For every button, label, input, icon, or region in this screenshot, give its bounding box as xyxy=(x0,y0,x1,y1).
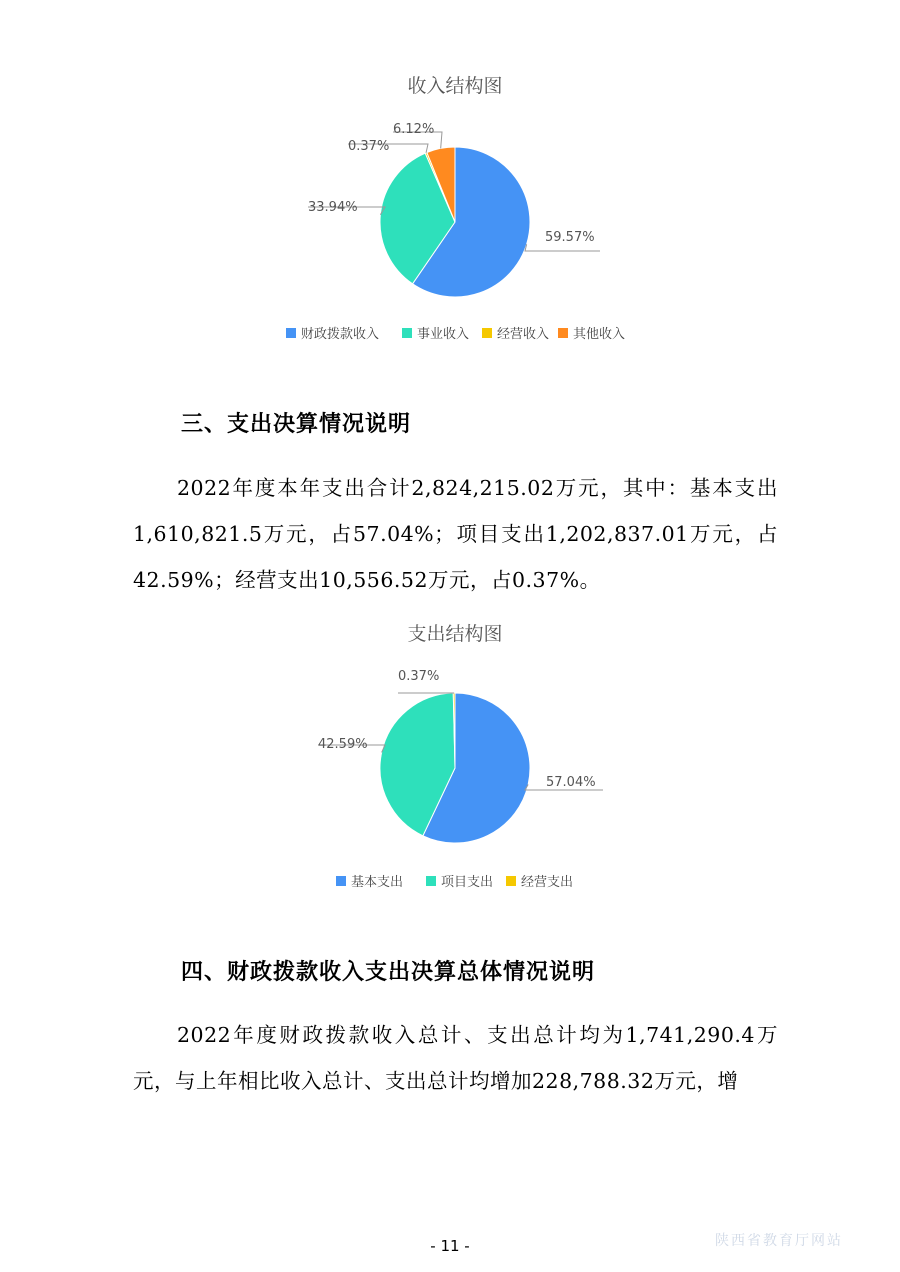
income-data-label-2: 0.37% xyxy=(348,139,390,154)
expense-chart xyxy=(250,608,660,908)
income-legend-label-2: 经营收入 xyxy=(497,327,550,342)
income-data-label-0: 59.57% xyxy=(545,230,595,245)
income-legend-swatch-0 xyxy=(286,328,296,338)
expense-chart-title: 支出结构图 xyxy=(407,623,503,645)
expense-legend-swatch-2 xyxy=(506,876,516,886)
income-leader-line-0 xyxy=(525,244,600,251)
section3-text: 2022年度本年支出合计2,824,215.02万元，其中：基本支出1,610,821.5万元，占57.04%；项目支出1,202,837.01万元，占42.59%；经营支出10,556.52万元，占0.37%。 xyxy=(133,476,778,592)
section3-heading: 三、支出决算情况说明 xyxy=(181,412,412,437)
income-legend-label-3: 其他收入 xyxy=(573,327,626,342)
expense-legend-swatch-0 xyxy=(336,876,346,886)
income-data-label-3: 6.12% xyxy=(393,122,435,137)
expense-legend-label-1: 项目支出 xyxy=(441,875,494,890)
income-chart xyxy=(250,60,660,360)
income-chart-svg xyxy=(250,60,660,360)
section4-heading: 四、财政拨款收入支出决算总体情况说明 xyxy=(181,960,596,985)
expense-legend-label-0: 基本支出 xyxy=(351,875,404,890)
income-chart-title: 收入结构图 xyxy=(407,75,503,97)
section4-text: 2022年度财政拨款收入总计、支出总计均为1,741,290.4万元，与上年相比收入总计、支出总计均增加228,788.32万元，增 xyxy=(133,1023,778,1093)
expense-data-label-1: 42.59% xyxy=(318,737,368,752)
site-watermark: 陕西省教育厅网站 xyxy=(715,1233,843,1249)
income-data-label-1: 33.94% xyxy=(308,200,358,215)
section4-paragraph xyxy=(133,1012,778,1104)
income-legend-label-0: 财政拨款收入 xyxy=(301,327,380,342)
expense-data-label-0: 57.04% xyxy=(546,775,596,790)
expense-legend-swatch-1 xyxy=(426,876,436,886)
expense-chart-svg xyxy=(250,608,660,908)
income-legend-swatch-1 xyxy=(402,328,412,338)
income-legend-swatch-3 xyxy=(558,328,568,338)
expense-legend-label-2: 经营支出 xyxy=(521,875,574,890)
income-legend-swatch-2 xyxy=(482,328,492,338)
income-legend-label-1: 事业收入 xyxy=(417,327,470,342)
section3-paragraph xyxy=(133,465,778,603)
page-number: - 11 - xyxy=(430,1237,470,1255)
expense-data-label-2: 0.37% xyxy=(398,669,440,684)
